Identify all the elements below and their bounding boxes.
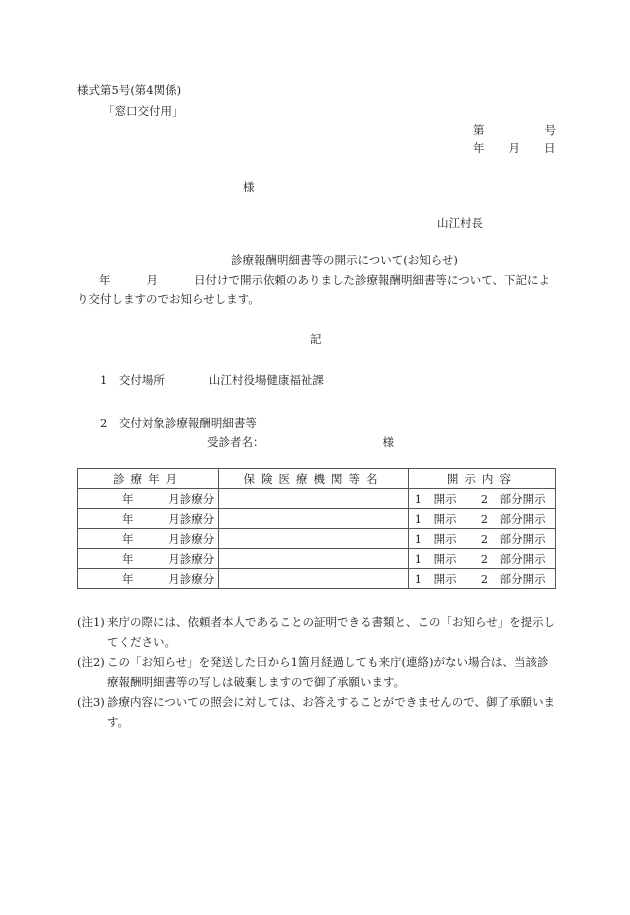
month-label: 月診療分 [168, 552, 215, 566]
date-year: 年 [473, 141, 485, 155]
date-day: 日 [544, 141, 556, 155]
body-month: 月 [146, 273, 158, 287]
year-label: 年 [122, 512, 134, 526]
treatment-month-cell [78, 529, 219, 549]
disclosure-cell [408, 569, 555, 589]
treatment-month-cell [78, 569, 219, 589]
form-number: 様式第5号(第4関係) [77, 83, 182, 97]
option-disclose: 1 開示 [414, 572, 457, 586]
disclosure-cell [408, 529, 555, 549]
month-label: 月診療分 [168, 492, 215, 506]
month-label: 月診療分 [168, 572, 215, 586]
option-disclose: 1 開示 [414, 532, 457, 546]
institution-cell [219, 489, 409, 509]
treatment-month-cell [78, 489, 219, 509]
item1-label: 交付場所 [118, 373, 165, 387]
note-2 [77, 652, 559, 692]
disclosure-cell [408, 489, 555, 509]
treatment-month-cell [78, 509, 219, 529]
header-treatment-month: 診療年月 [78, 469, 219, 489]
note-text: 来庁の際には、依頼者本人であることの証明できる書類と、この「お知らせ」を提示してください。 [107, 615, 556, 649]
document-date [473, 141, 556, 156]
year-label: 年 [122, 572, 134, 586]
option-partial: 2 部分開示 [480, 572, 546, 586]
institution-cell [219, 569, 409, 589]
treatment-month-cell [78, 549, 219, 569]
table-header-row [78, 469, 556, 489]
records-table [77, 468, 556, 589]
sender: 山江村長 [437, 216, 483, 230]
body-paragraph [77, 271, 557, 309]
ki-heading: 記 [310, 332, 322, 346]
option-disclose: 1 開示 [414, 492, 457, 506]
month-label: 月診療分 [168, 532, 215, 546]
date-month: 月 [508, 141, 520, 155]
item1-value: 山江村役場健康福祉課 [208, 373, 324, 387]
table-row [78, 489, 556, 509]
note-mark: (注2) [77, 655, 105, 669]
addressee: 様 [243, 180, 255, 194]
institution-cell [219, 529, 409, 549]
item2-number: 2 [100, 416, 108, 430]
table-row [78, 549, 556, 569]
option-partial: 2 部分開示 [480, 492, 546, 506]
note-1 [77, 612, 559, 652]
body-year: 年 [99, 273, 111, 287]
year-label: 年 [122, 492, 134, 506]
year-label: 年 [122, 552, 134, 566]
table-row [78, 569, 556, 589]
note-text: この「お知らせ」を発送した日から1箇月経過しても来庁(連絡)がない場合は、当該診療報酬明細書等の写しは破棄しますので御了承願います。 [107, 655, 549, 689]
number-suffix: 号 [544, 123, 556, 137]
option-partial: 2 部分開示 [480, 532, 546, 546]
copy-type-label: 「窓口交付用」 [103, 104, 184, 118]
table-row [78, 529, 556, 549]
option-disclose: 1 開示 [414, 512, 457, 526]
month-label: 月診療分 [168, 512, 215, 526]
document-title: 診療報酬明細書等の開示について(お知らせ) [231, 253, 458, 267]
body-text: 日付けで開示依頼のありました診療報酬明細書等について、下記により交付しますのでお知らせします。 [77, 273, 551, 306]
institution-cell [219, 509, 409, 529]
note-text: 診療内容についての照会に対しては、お答えすることができませんので、御了承願います。 [107, 695, 556, 729]
option-partial: 2 部分開示 [480, 512, 546, 526]
patient-label: 受診者名： [207, 435, 265, 449]
note-mark: (注3) [77, 695, 105, 709]
option-disclose: 1 開示 [414, 552, 457, 566]
item-target-statements [100, 416, 257, 431]
note-mark: (注1) [77, 615, 105, 629]
note-3 [77, 692, 559, 732]
document-number [473, 123, 556, 138]
option-partial: 2 部分開示 [480, 552, 546, 566]
item2-label: 交付対象診療報酬明細書等 [118, 416, 257, 430]
disclosure-cell [408, 549, 555, 569]
item1-number: 1 [100, 373, 108, 387]
header-disclosure: 開示内容 [408, 469, 555, 489]
table-row [78, 509, 556, 529]
year-label: 年 [122, 532, 134, 546]
patient-name-line [207, 435, 394, 450]
notes-section [77, 612, 559, 732]
patient-suffix: 様 [382, 435, 394, 449]
item-delivery-place [100, 373, 324, 388]
disclosure-cell [408, 509, 555, 529]
header-institution: 保険医療機関等名 [219, 469, 409, 489]
institution-cell [219, 549, 409, 569]
number-prefix: 第 [473, 123, 485, 137]
